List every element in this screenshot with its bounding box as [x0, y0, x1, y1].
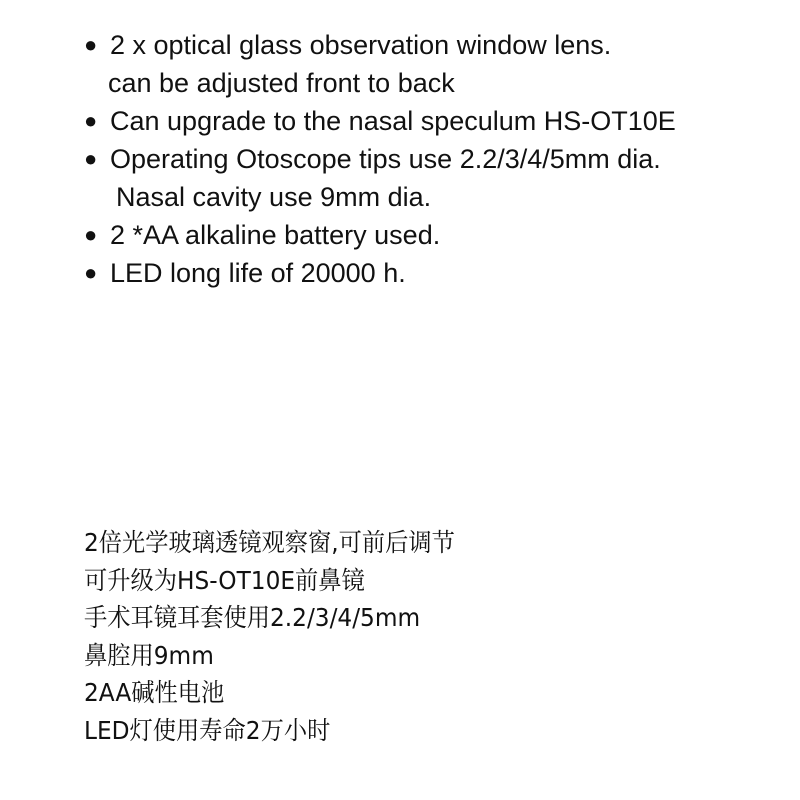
- chinese-feature-list: [84, 524, 764, 749]
- feature-text: 2 x optical glass observation window lens.: [110, 30, 612, 60]
- feature-text: Can upgrade to the nasal speculum HS-OT10E: [110, 106, 676, 136]
- feature-item-lens: [82, 26, 782, 102]
- bullet-icon: ●: [84, 146, 98, 171]
- zh-feature-battery: 2AA碱性电池: [84, 678, 225, 707]
- feature-item-battery: [82, 216, 782, 254]
- feature-text-continued: can be adjusted front to back: [108, 68, 455, 98]
- zh-feature-lens: 2倍光学玻璃透镜观察窗,可前后调节: [84, 528, 455, 557]
- feature-item-tips: [82, 140, 782, 216]
- bullet-icon: ●: [84, 222, 98, 247]
- english-feature-list: [82, 26, 782, 292]
- feature-item-upgrade: [82, 102, 782, 140]
- feature-text-continued: Nasal cavity use 9mm dia.: [116, 182, 432, 212]
- zh-feature-nasal: 鼻腔用9mm: [84, 640, 214, 670]
- bullet-icon: ●: [84, 32, 98, 57]
- zh-feature-led: LED灯使用寿命2万小时: [84, 715, 331, 745]
- feature-text: Operating Otoscope tips use 2.2/3/4/5mm dia.: [110, 144, 661, 174]
- zh-feature-tips: 手术耳镜耳套使用2.2/3/4/5mm: [84, 603, 421, 632]
- zh-feature-upgrade: 可升级为HS-OT10E前鼻镜: [84, 565, 365, 595]
- bullet-icon: ●: [84, 260, 98, 285]
- feature-text: LED long life of 20000 h.: [110, 258, 406, 288]
- bullet-icon: ●: [84, 108, 98, 133]
- feature-text: 2 *AA alkaline battery used.: [110, 220, 441, 250]
- feature-item-led: [82, 254, 782, 292]
